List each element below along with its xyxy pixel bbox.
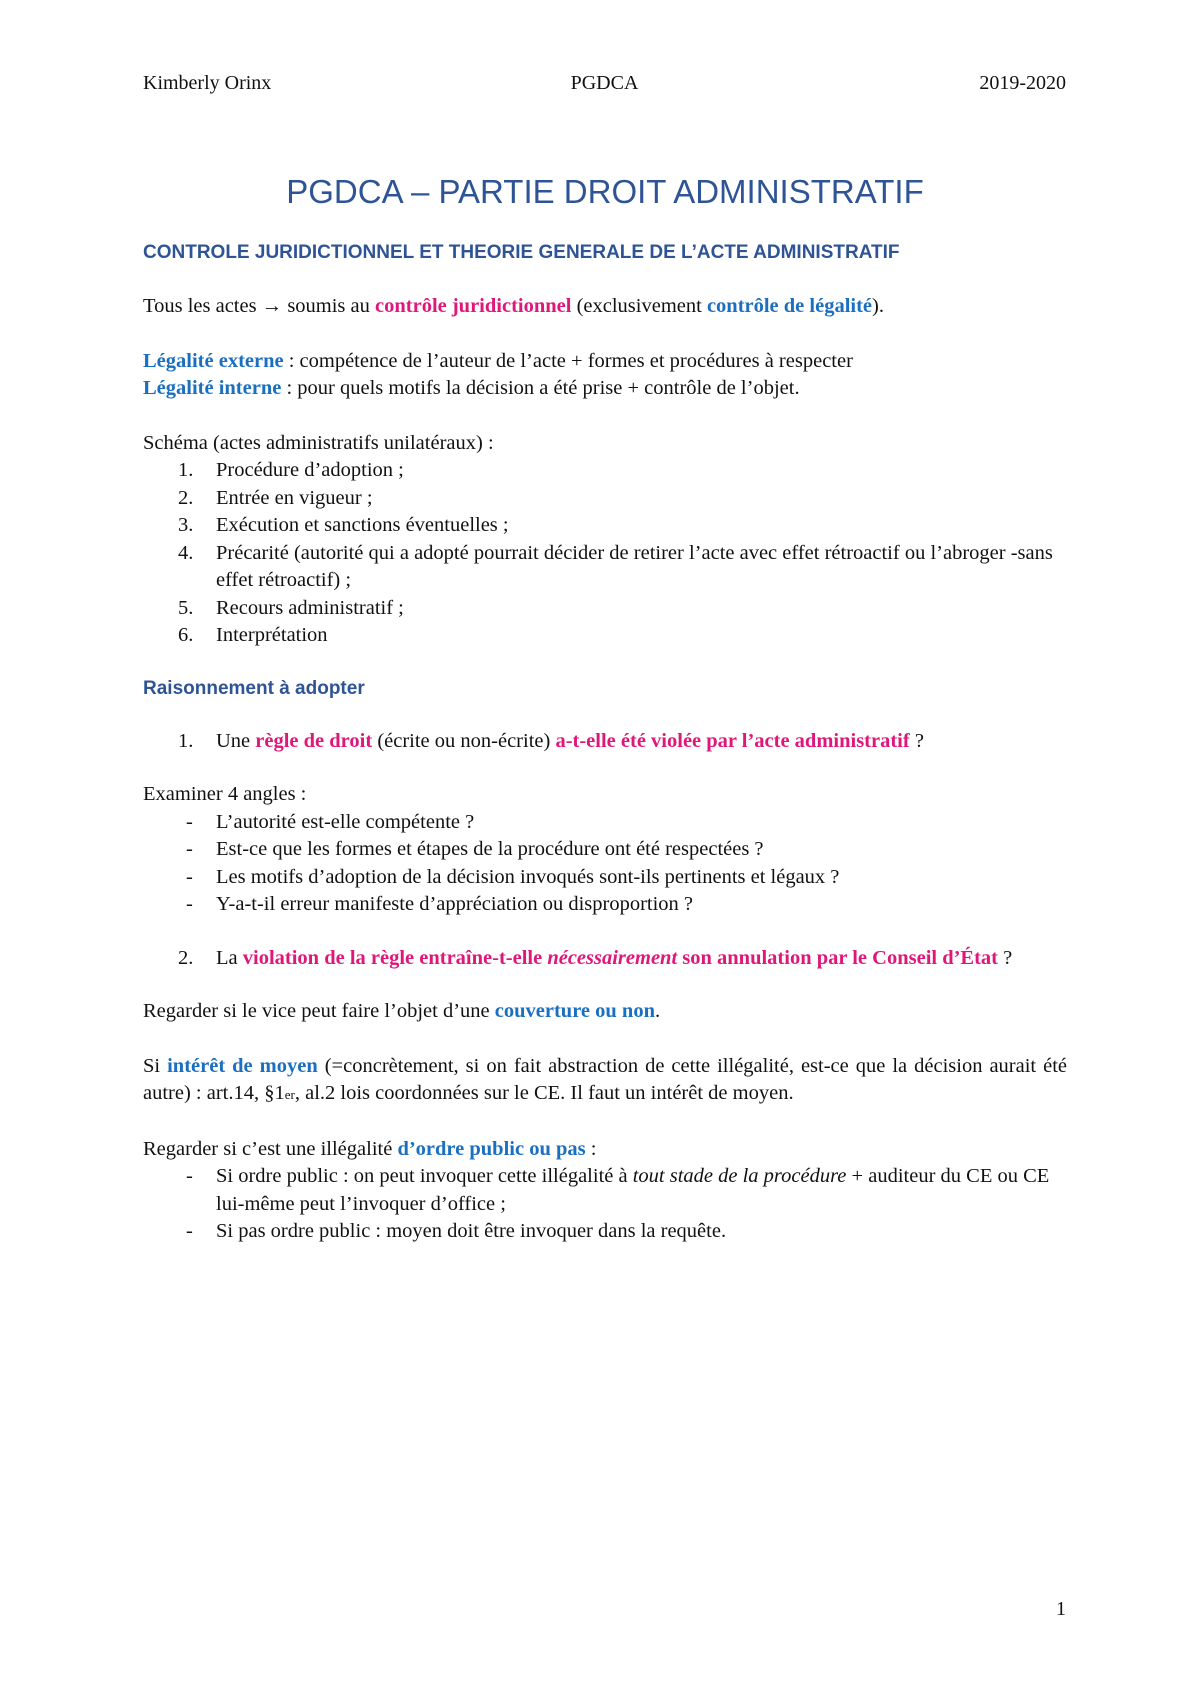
legalite-externe <box>143 348 1067 376</box>
intro-text-d: (exclusivement <box>571 295 707 317</box>
legalite-interne-label: Légalité interne <box>143 377 282 399</box>
raisonnement-heading: Raisonnement à adopter <box>143 677 365 699</box>
legalite-externe-text: : compétence de l’auteur de l’acte + formes et procédures à respecter <box>283 349 853 372</box>
list-item-text: Y-a-t-il erreur manifeste d’appréciation ou disproportion ? <box>216 893 694 915</box>
list-item-text: Recours administratif ; <box>216 596 404 619</box>
list-item-text: Les motifs d’adoption de la décision invoqués sont-ils pertinents et légaux ? <box>216 865 840 888</box>
interet-highlight: intérêt de moyen <box>167 1054 318 1077</box>
intro-paragraph <box>143 293 1067 321</box>
couverture-highlight: couverture ou non <box>494 1000 655 1022</box>
ordre-public-text-c: : <box>585 1137 597 1160</box>
couverture-text-a: Regarder si le vice peut faire l’objet d’une <box>143 1000 495 1022</box>
ordre-public-paragraph <box>143 1136 1067 1164</box>
list-item: 1. Procédure d’adoption ; <box>178 459 404 481</box>
header-course: PGDCA <box>570 72 639 94</box>
legalite-interne-text: : pour quels motifs la décision a été prise + contrôle de l’objet. <box>281 377 800 399</box>
schema-intro: Schéma (actes administratifs unilatéraux) : <box>143 431 494 454</box>
interet-text-a: Si <box>143 1054 168 1077</box>
list-item: - Est-ce que les formes et étapes de la procédure ont été respectées ? <box>186 838 764 860</box>
interet-paragraph <box>143 1053 1067 1109</box>
q2-text-e: ? <box>998 946 1013 969</box>
list-item-text: L’autorité est-elle compétente ? <box>216 810 475 833</box>
question-2: 2. La violation de la règle entraîne-t-elle nécessairement son annulation par le Conseil d’État ? <box>178 946 1013 969</box>
q2-highlight-violation: violation de la règle entraîne-t-elle <box>242 946 548 969</box>
intro-highlight-controle: contrôle juridictionnel <box>375 295 572 317</box>
header-author: Kimberly Orinx <box>143 72 272 94</box>
angles-intro: Examiner 4 angles : <box>143 783 307 805</box>
list-item: 6. Interprétation <box>178 624 328 646</box>
list-item-text: Exécution et sanctions éventuelles ; <box>216 514 509 536</box>
couverture-paragraph <box>143 998 1067 1026</box>
list-item: - Les motifs d’adoption de la décision invoqués sont-ils pertinents et légaux ? <box>186 865 840 888</box>
schema-list <box>143 457 1067 650</box>
page-content <box>143 172 1067 1246</box>
list-item: 5. Recours administratif ; <box>178 596 404 619</box>
q2-highlight-annulation: son annulation par le Conseil d’État <box>677 946 999 969</box>
list-item: - Y-a-t-il erreur manifeste d’appréciation ou disproportion ? <box>186 893 694 915</box>
list-item-text: Si ordre public : on peut invoquer cette illégalité à <box>216 1165 633 1187</box>
couverture-text-c: . <box>654 1000 661 1022</box>
question-1: 1. Une règle de droit (écrite ou non-écrite) a-t-elle été violée par l’acte administratif ? <box>178 729 924 752</box>
intro-text-a: Tous les actes <box>143 295 262 317</box>
list-item: 4. Précarité (autorité qui a adopté pourrait décider de retirer l’acte avec effet rétroactif ou l’abroger -sans effet rétroactif) ; <box>178 541 1053 591</box>
arrow-icon: → <box>261 295 283 317</box>
ordre-public-text-a: Regarder si c’est une illégalité <box>143 1137 398 1160</box>
intro-text-b: soumis au <box>282 295 376 317</box>
list-item-text: Est-ce que les formes et étapes de la procédure ont été respectées ? <box>216 838 764 860</box>
q1-highlight-regle: règle de droit <box>255 729 373 752</box>
interet-text-c: (=concrètement, si on fait abstraction de cette illégalité, est-ce que la décision aurait été autre) : art.14, §1 <box>143 1054 1068 1104</box>
list-item: - L’autorité est-elle compétente ? <box>186 810 475 833</box>
ordre-public-list <box>143 1163 1067 1246</box>
list-item: - Si pas ordre public : moyen doit être invoquer dans la requête. <box>186 1220 727 1242</box>
list-item-text: Précarité (autorité qui a adopté pourrait décider de retirer l’acte avec effet rétroactif ou l’abroger -sans effet rétroactif) ; <box>216 541 1053 591</box>
section-heading: CONTROLE JURIDICTIONNEL ET THEORIE GENERALE DE L’ACTE ADMINISTRATIF <box>143 242 900 263</box>
list-item-text: Procédure d’adoption ; <box>216 459 404 481</box>
list-item: 3. Exécution et sanctions éventuelles ; <box>178 514 509 536</box>
page-number: 1 <box>1056 1598 1066 1620</box>
q1-text-c: (écrite ou non-écrite) <box>372 729 556 752</box>
header-year: 2019-2020 <box>979 72 1066 94</box>
intro-text-f: ). <box>872 295 884 317</box>
interet-superscript: er <box>284 1087 295 1102</box>
ordre-public-highlight: d’ordre public ou pas <box>397 1137 586 1160</box>
legalite-externe-label: Légalité externe <box>143 349 284 372</box>
q1-text-a: Une <box>216 729 256 752</box>
list-item-text: Interprétation <box>216 624 328 646</box>
list-item-text: + auditeur du CE ou CE lui-même peut l’invoquer d’office ; <box>216 1165 1050 1215</box>
q1-text-e: ? <box>909 729 924 752</box>
page-header <box>143 72 1066 102</box>
list-item: - Si ordre public : on peut invoquer cette illégalité à tout stade de la procédure + auditeur du CE ou CE lui-même peut l’invoquer d’office ; <box>186 1165 1050 1215</box>
list-item-text: Si pas ordre public : moyen doit être invoquer dans la requête. <box>216 1220 727 1242</box>
q2-text-a: La <box>216 946 243 969</box>
legalite-interne <box>143 375 1067 403</box>
list-item: 2. Entrée en vigueur ; <box>178 486 373 509</box>
list-item-emphasis: tout stade de la procédure <box>632 1165 847 1187</box>
angles-list <box>143 809 1067 919</box>
q1-highlight-violee: a-t-elle été violée par l’acte administratif <box>555 729 910 752</box>
list-item-text: Entrée en vigueur ; <box>216 486 373 509</box>
q2-highlight-necessairement: nécessairement <box>547 946 678 969</box>
interet-text-d: , al.2 lois coordonnées sur le CE. Il faut un intérêt de moyen. <box>294 1082 794 1104</box>
document-title: PGDCA – PARTIE DROIT ADMINISTRATIF <box>286 173 924 210</box>
intro-highlight-legalite: contrôle de légalité <box>706 295 873 317</box>
